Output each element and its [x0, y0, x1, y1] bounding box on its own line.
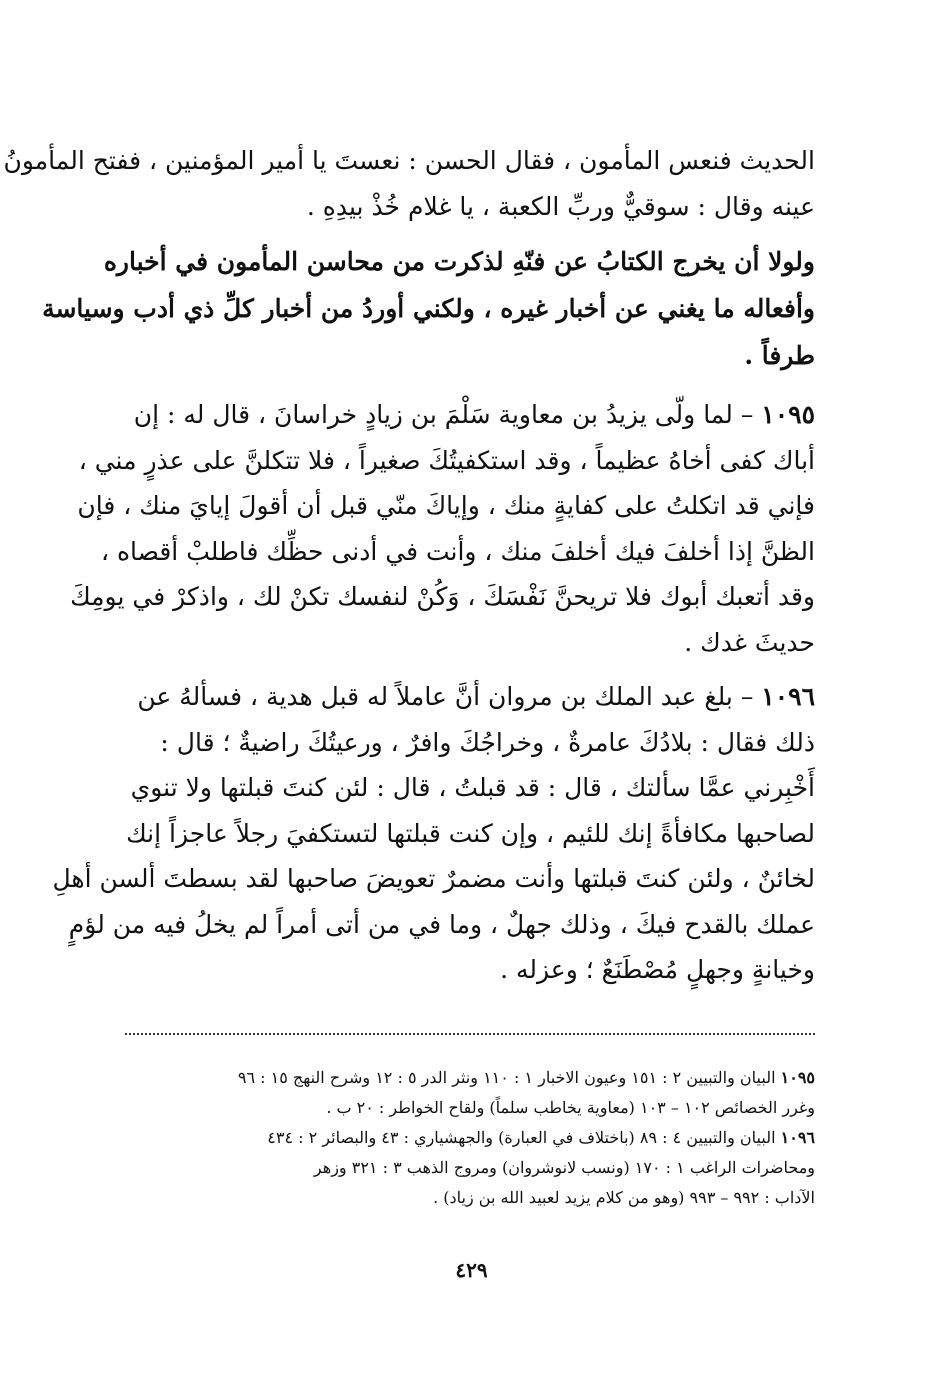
text-line: لخائنٌ ، ولئن كنتَ قبلتها وأنت مضمرٌ تعويضَ صاحبها لقد بسطتَ ألسن أهلِ: [52, 864, 815, 893]
entry-number: ١٠٩٦: [761, 682, 815, 711]
text-line: طرفاً .: [744, 341, 815, 370]
text-line: ولولا أن يخرج الكتابُ عن فنّهِ لذكرت من محاسن المأمون في أخباره: [103, 247, 815, 276]
entry-number: ١٠٩٥: [761, 400, 815, 429]
text-line: الحديث فنعس المأمون ، فقال الحسن : نعستَ يا أمير المؤمنين ، ففتح المأمونُ: [3, 146, 815, 175]
footnote-line: ومحاضرات الراغب ١ : ١٧٠ (ونسب لانوشروان) ومروج الذهب ٣ : ٣٢١ وزهر: [313, 1158, 815, 1177]
text-line: أباك كفى أخاهُ عظيماً ، وقد استكفيتُكَ صغيراً ، فلا تتكلنَّ على عذرٍ مني ،: [78, 445, 815, 475]
footnote-text: البيان والتبيين ٤ : ٨٩ (باختلاف في العبارة) والجهشياري : ٤٣ والبصائر ٢ : ٤٣٤: [267, 1128, 776, 1147]
footnote-divider: [125, 1033, 815, 1035]
footnote-line: وغرر الخصائص ١٠٢ – ١٠٣ (معاوية يخاطب سلماً) ولقاح الخواطر : ٢٠ ب .: [326, 1098, 815, 1117]
footnote-number: ١٠٩٦: [780, 1128, 815, 1147]
text-line: لصاحبها مكافأةً إنك للئيم ، وإن كنت قبلتها لتستكفيَ رجلاً عاجزاً إنك: [126, 818, 815, 848]
footnotes: [125, 1063, 815, 1213]
text-line: أَخْبِرني عمَّا سألتك ، قال : قد قبلتُ ، قال : لئن كنتَ قبلتها ولا تنوي: [130, 773, 815, 802]
text-line: الظنَّ إذا أخلفَ فيك أخلفَ منك ، وأنت في أدنى حظِّك فاطلبْ أقصاه ،: [100, 536, 815, 566]
bold-paragraph: [42, 238, 815, 379]
text-line: حديثَ غدك .: [684, 627, 815, 657]
footnote-line: [125, 1123, 815, 1153]
footnote-line: [125, 1063, 815, 1093]
text-line: فإني قد اتكلتُ على كفايةٍ منك ، وإياكَ منّي قبل أن أقولَ إيايَ منك ، فإن: [77, 491, 815, 520]
text-line: وخيانةٍ وجهلٍ مُصْطَنَعٌ ؛ وعزله .: [500, 955, 815, 984]
footnote-number: ١٠٩٥: [780, 1068, 815, 1087]
footnote-line: الآداب : ٩٩٢ – ٩٩٣ (وهو من كلام يزيد لعبيد الله بن زياد) .: [433, 1188, 815, 1207]
entry-text: – لما ولّى يزيدُ بن معاوية سَلْمَ بن زيادٍ خراسانَ ، قال له : إن: [133, 400, 754, 429]
text-line: عملك بالقدح فيكَ ، وذلك جهلٌ ، وما في من أتى أمراً لم يخلُ فيه من لؤمٍ: [68, 909, 815, 939]
text-line: [125, 674, 815, 720]
text-line: وأفعاله ما يغني عن أخبار غيره ، ولكني أوردُ من أخبار كلِّ ذي أدب وسياسة: [42, 294, 815, 323]
intro-paragraph: [3, 138, 815, 229]
entry-text: – بلغ عبد الملك بن مروان أنَّ عاملاً له قبل هدية ، فسألهُ عن: [137, 682, 754, 711]
text-line: عينه وقال : سوقيٌّ وربِّ الكعبة ، يا غلام خُذْ بيدِهِ .: [306, 191, 815, 221]
footnote-text: البيان والتبيين ٢ : ١٥١ وعيون الاخبار ١ : ١١٠ ونثر الدر ٥ : ١٢ وشرح النهج ١٥ : ٩٦: [237, 1068, 776, 1087]
text-line: [125, 392, 815, 438]
page-number: ٤٢٩: [455, 1258, 488, 1282]
text-line: ذلك فقال : بلادُكَ عامرةٌ ، وخراجُكَ وافرٌ ، ورعيتُكَ راضيةٌ ؛ قال :: [160, 727, 815, 757]
text-line: وقد أتعبك أبوك فلا تريحنَّ نَفْسَكَ ، وَكُنْ لنفسك تكنْ لك ، واذكرْ في يومِكَ: [70, 582, 815, 611]
entry-1096: [52, 674, 815, 993]
entry-1095: [70, 392, 815, 665]
